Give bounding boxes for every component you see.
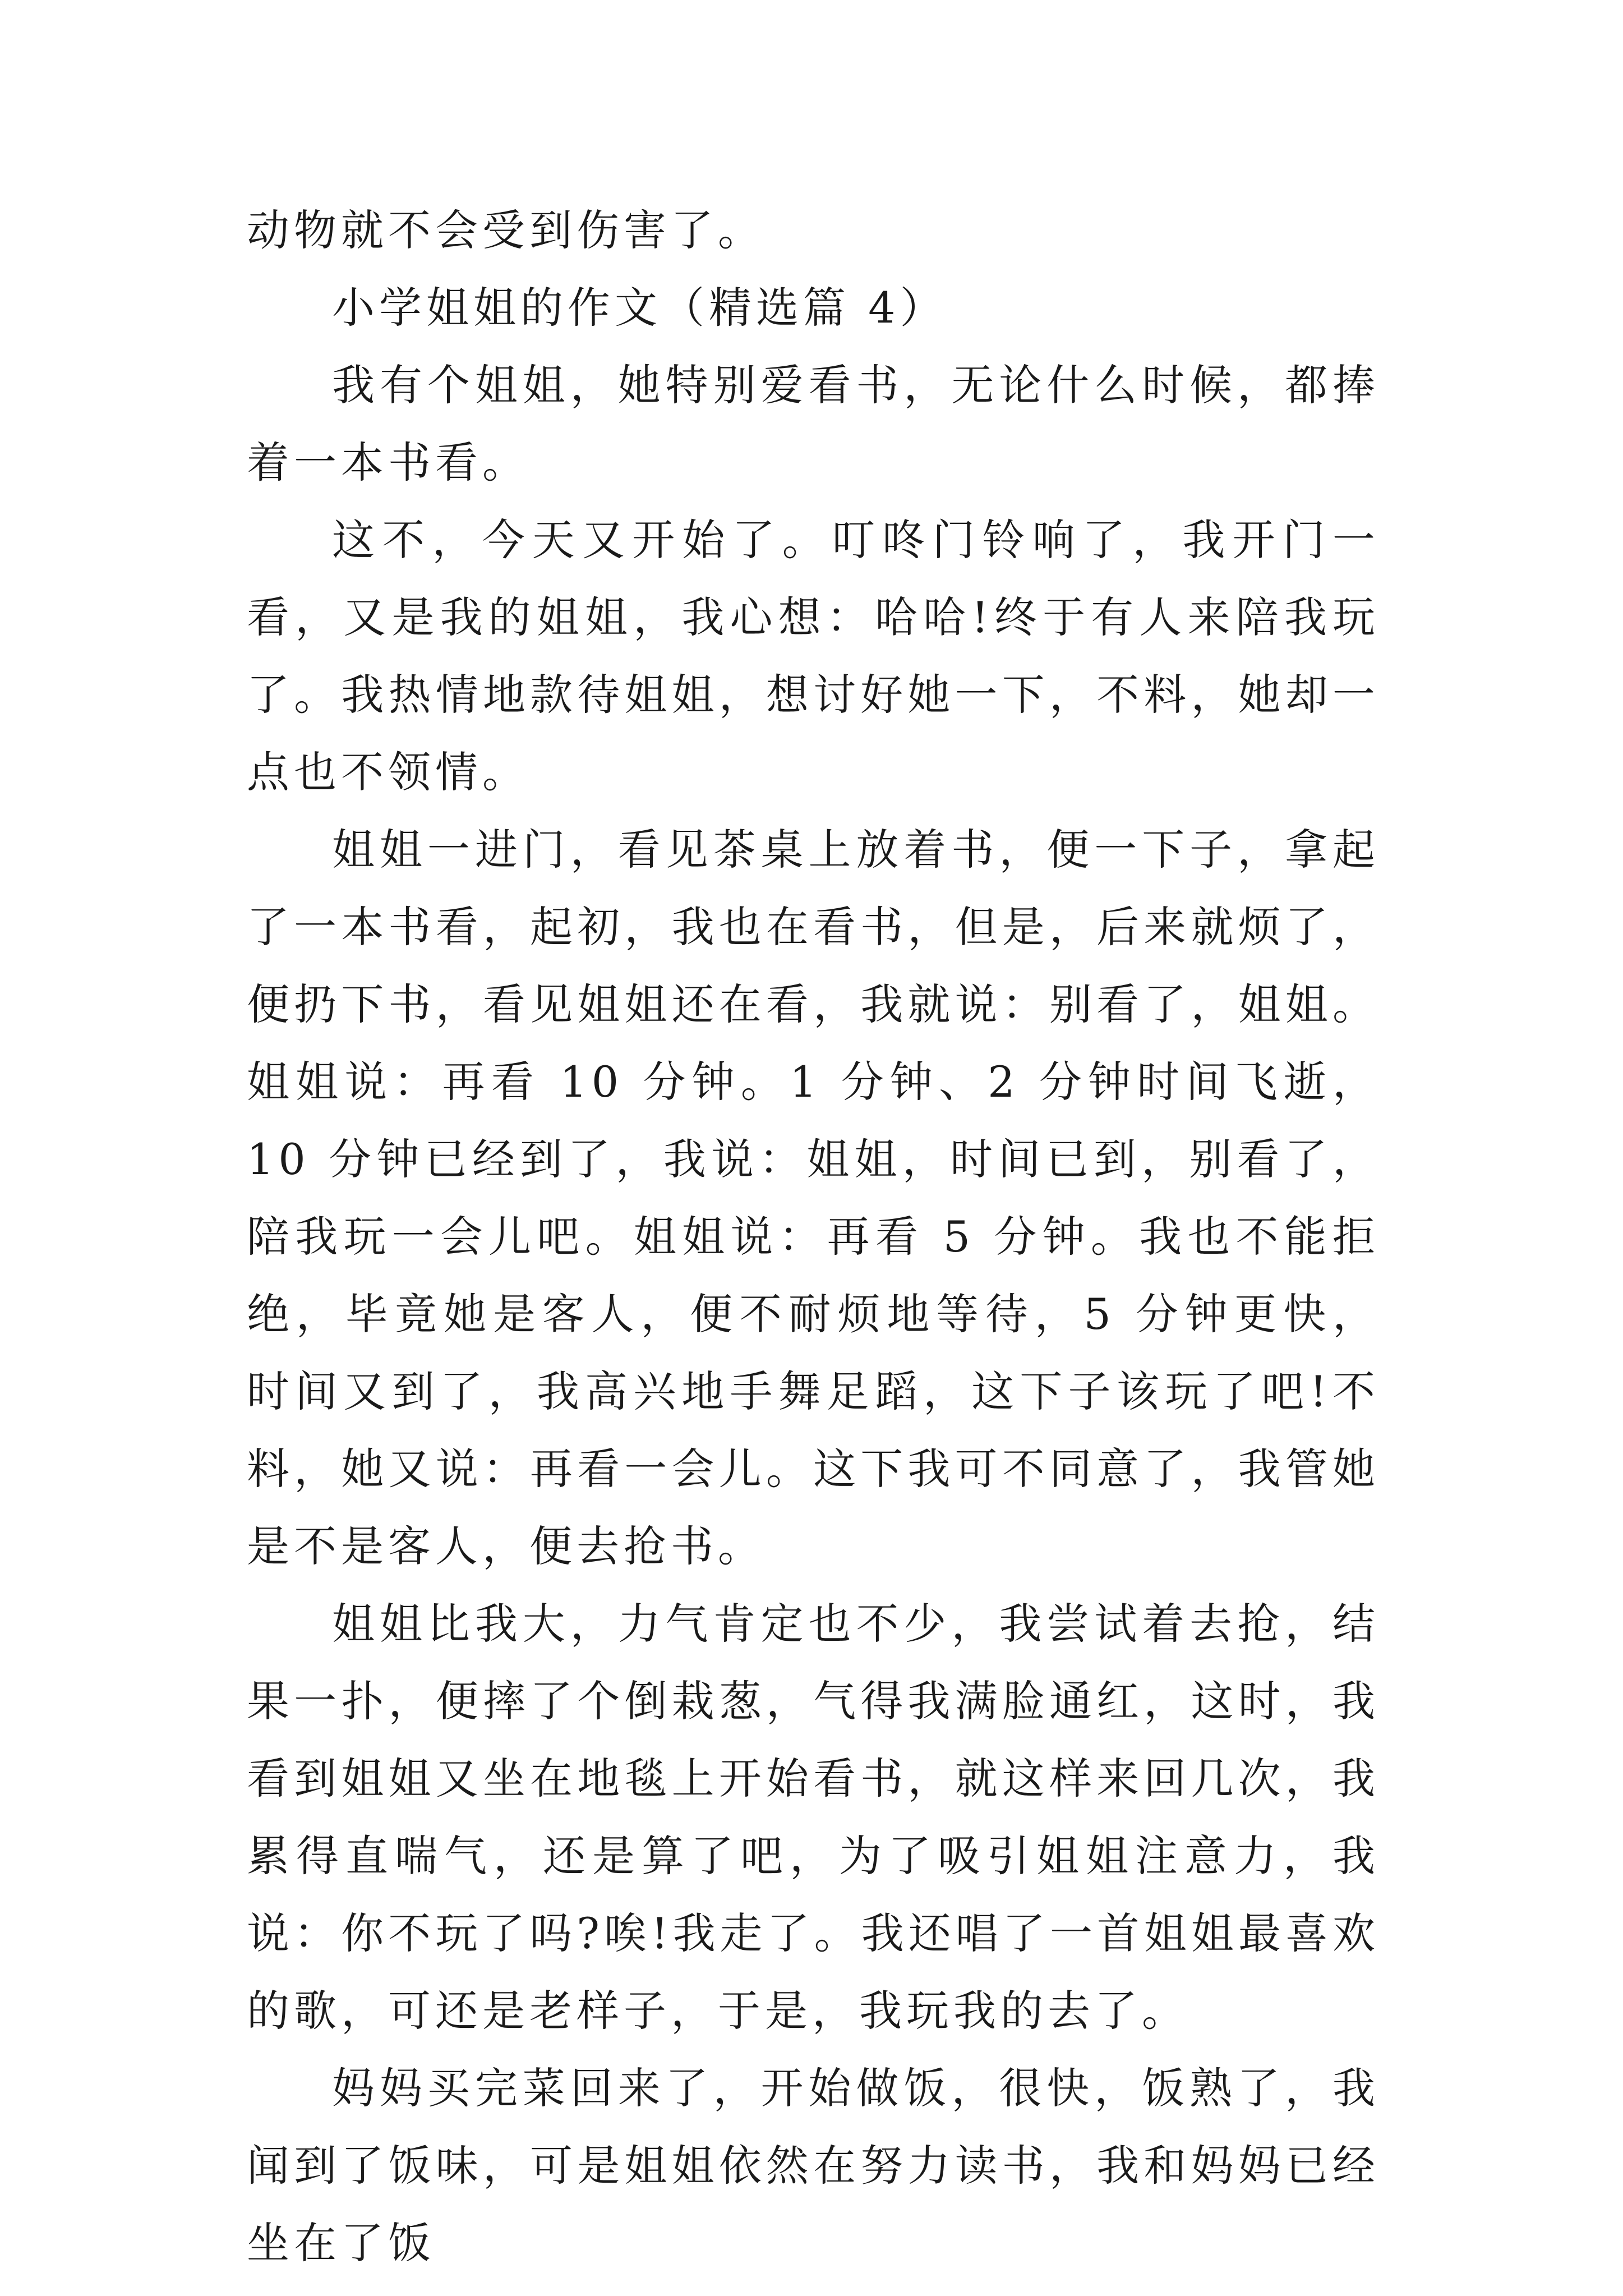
document-body [247,192,1380,2282]
paragraph: 妈妈买完菜回来了，开始做饭，很快，饭熟了，我闻到了饭味，可是姐姐依然在努力读书，我和妈妈已经坐在了饭 [247,2063,1380,2268]
paragraph: 我有个姐姐，她特别爱看书，无论什么时候，都捧着一本书看。 [247,360,1380,487]
paragraph: 姐姐比我大，力气肯定也不少，我尝试着去抢，结果一扑，便摔了个倒栽葱，气得我满脸通红，这时，我看到姐姐又坐在地毯上开始看书，就这样来回几次，我累得直喘气，还是算了吧，为了吸引姐姐注意力，我说：你不玩了吗?唉!我走了。我还唱了一首姐姐最喜欢的歌，可还是老样子，于是，我玩我的去了。 [247,1599,1380,2036]
paragraph-continuation: 动物就不会受到伤害了。 [247,205,765,255]
paragraph: 姐姐一进门，看见茶桌上放着书，便一下子，拿起了一本书看，起初，我也在看书，但是，后来就烦了，便扔下书，看见姐姐还在看，我就说：别看了，姐姐。姐姐说：再看 10 分钟。1 分钟、2 分钟时间飞逝，10 分钟已经到了，我说：姐姐，时间已到，别看了，陪我玩一会儿吧。姐姐说：再看 5 分钟。我也不能拒绝，毕竟她是客人，便不耐烦地等待，5 分钟更快，时间又到了，我高兴地手舞足蹈，这下子该玩了吧!不料，她又说：再看一会儿。这下我可不同意了，我管她是不是客人，便去抢书。 [247,825,1380,1571]
section-heading: 小学姐姐的作文（精选篇 4） [332,283,947,333]
paragraph: 这不，今天又开始了。叮咚门铃响了，我开门一看，又是我的姐姐，我心想：哈哈!终于有人来陪我玩了。我热情地款待姐姐，想讨好她一下，不料，她却一点也不领情。 [247,515,1380,797]
